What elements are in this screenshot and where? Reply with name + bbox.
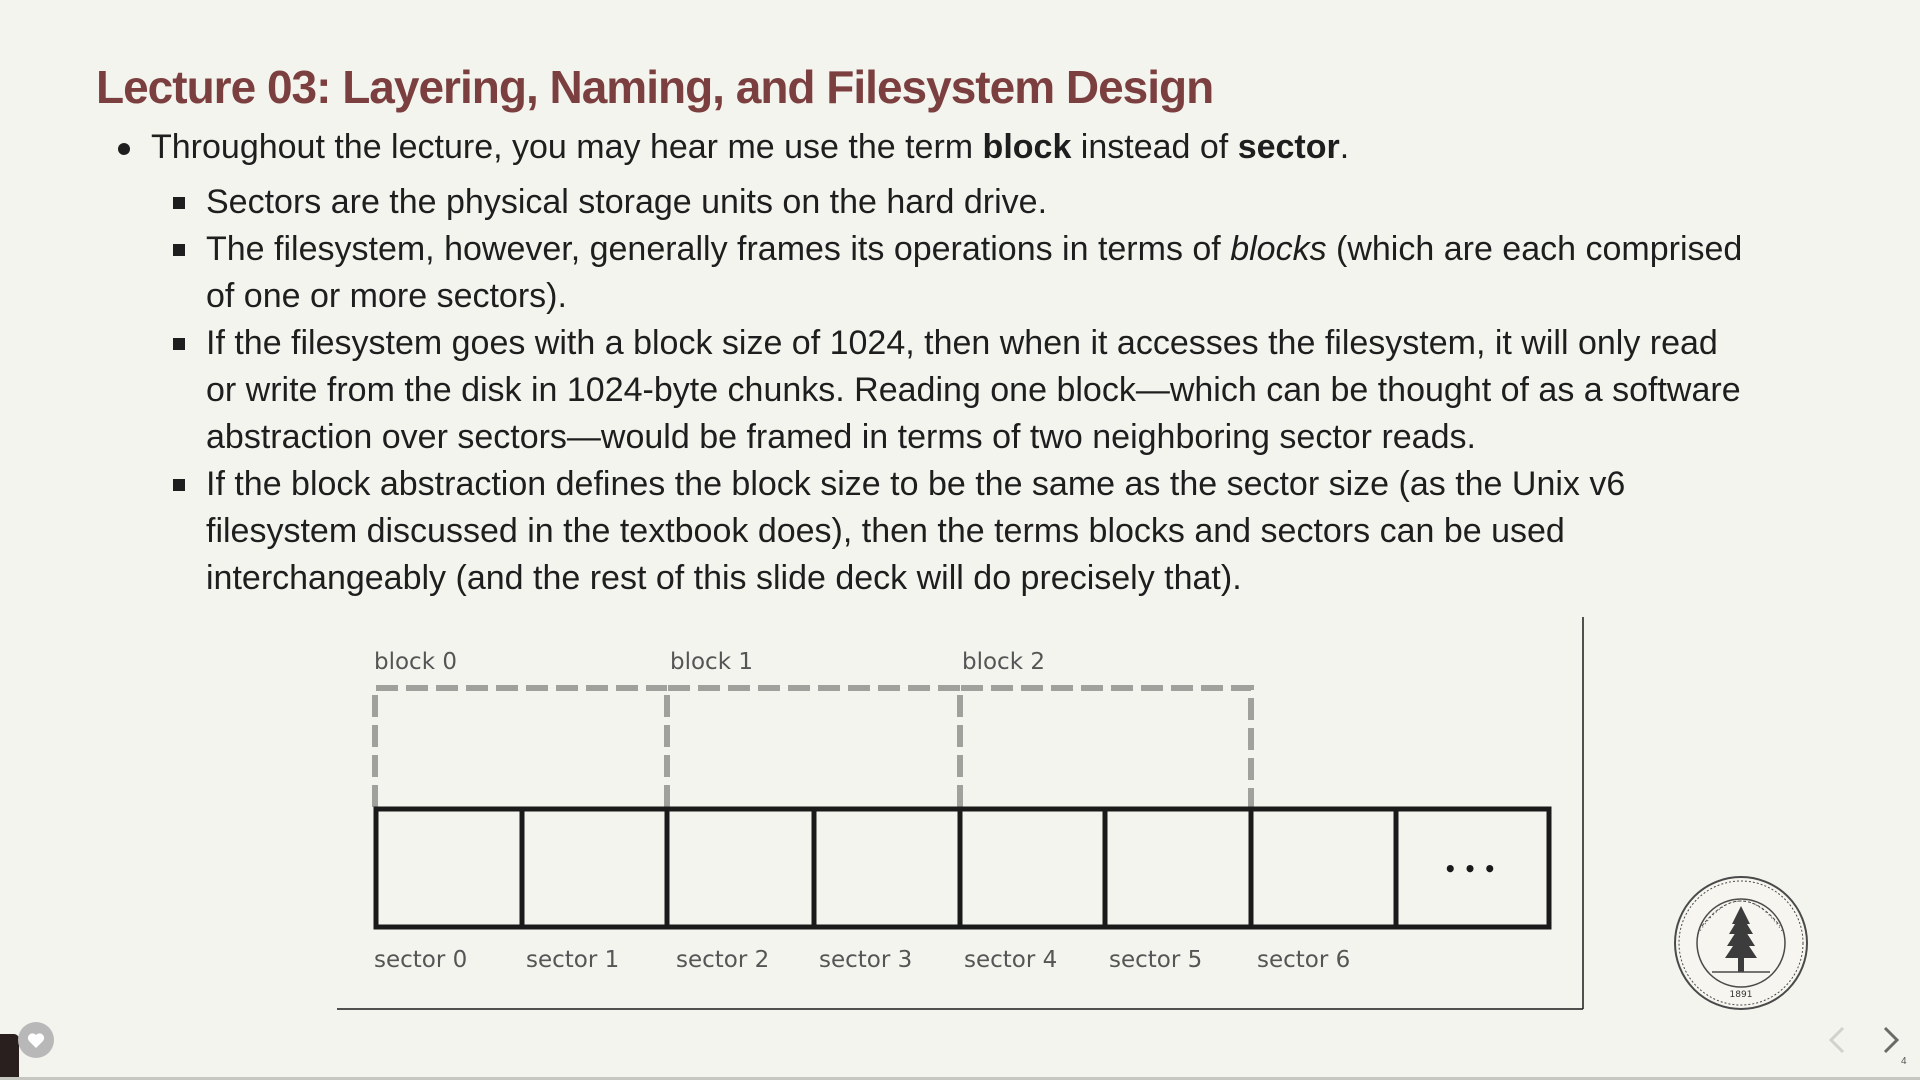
subbullet-3 (114, 320, 1746, 461)
term-sector: sector (1237, 128, 1340, 166)
subbullet-text: Sectors are the physical storage units on the hard drive. (206, 183, 1048, 221)
page-number: 4 (1901, 1056, 1907, 1067)
subbullet-text: If the filesystem goes with a block size of 1024, then when it accesses the filesystem, it will only read or write from the disk in 1024-byte chunks. Reading one block—which can be thought of as a software abstraction over sectors—would be framed in terms of two neighboring sector reads. (206, 324, 1741, 456)
chevron-right-icon (1876, 1020, 1906, 1060)
block-label-2: block 2 (962, 649, 1045, 675)
next-slide-button[interactable] (1876, 1020, 1906, 1060)
bullet-text: Throughout the lecture, you may hear me use the term (151, 128, 983, 166)
corner-tab (0, 1034, 19, 1080)
sector-label-1: sector 1 (526, 947, 620, 973)
block-label-1: block 1 (670, 649, 753, 675)
term-blocks-italic: blocks (1230, 230, 1327, 268)
sector-label-3: sector 3 (819, 947, 913, 973)
sector-labels (374, 947, 1350, 973)
block-sector-diagram (336, 615, 1586, 1011)
subbullet-text: (which are each comprised of one or more sectors). (206, 230, 1743, 315)
block-outline-2 (960, 688, 1251, 807)
subbullet-text: The filesystem, however, generally frames its operations in terms of (206, 230, 1231, 268)
sector-boxes (376, 809, 1549, 927)
subbullet-1 (114, 179, 1746, 226)
seal-year: 1891 (1729, 990, 1753, 1000)
slide-title: Lecture 03: Layering, Naming, and Filesystem Design (96, 61, 1214, 113)
heart-icon (27, 1032, 45, 1049)
subbullet-4 (114, 461, 1746, 602)
bullet-text: . (1339, 128, 1350, 166)
bullet-text: instead of (1071, 128, 1238, 166)
subbullet-2 (114, 226, 1746, 320)
like-button[interactable] (18, 1022, 54, 1058)
sector-label-2: sector 2 (676, 947, 770, 973)
sector-label-5: sector 5 (1109, 947, 1203, 973)
bullet-list (114, 124, 1774, 602)
subbullet-text: If the block abstraction defines the block size to be the same as the sector size (as the Unix v6 filesystem discussed in the textbook does), then the terms blocks and sectors can be used interchangeably (and the rest of this slide deck will do precisely that). (206, 465, 1626, 597)
sector-label-4: sector 4 (964, 947, 1058, 973)
block-dashed-outlines (375, 688, 1251, 807)
block-outline-0 (375, 688, 667, 807)
bullet-main (114, 124, 1774, 171)
block-outline-1 (667, 688, 960, 807)
chevron-left-icon (1823, 1020, 1853, 1060)
seal-svg (1672, 874, 1810, 1012)
ellipsis: • • • (1443, 857, 1497, 881)
sector-label-6: sector 6 (1257, 947, 1351, 973)
term-block: block (982, 128, 1072, 166)
diagram-svg (336, 615, 1586, 1011)
sector-label-0: sector 0 (374, 947, 468, 973)
block-label-0: block 0 (374, 649, 457, 675)
prev-slide-button[interactable] (1823, 1020, 1853, 1060)
university-seal-logo (1672, 874, 1810, 1012)
